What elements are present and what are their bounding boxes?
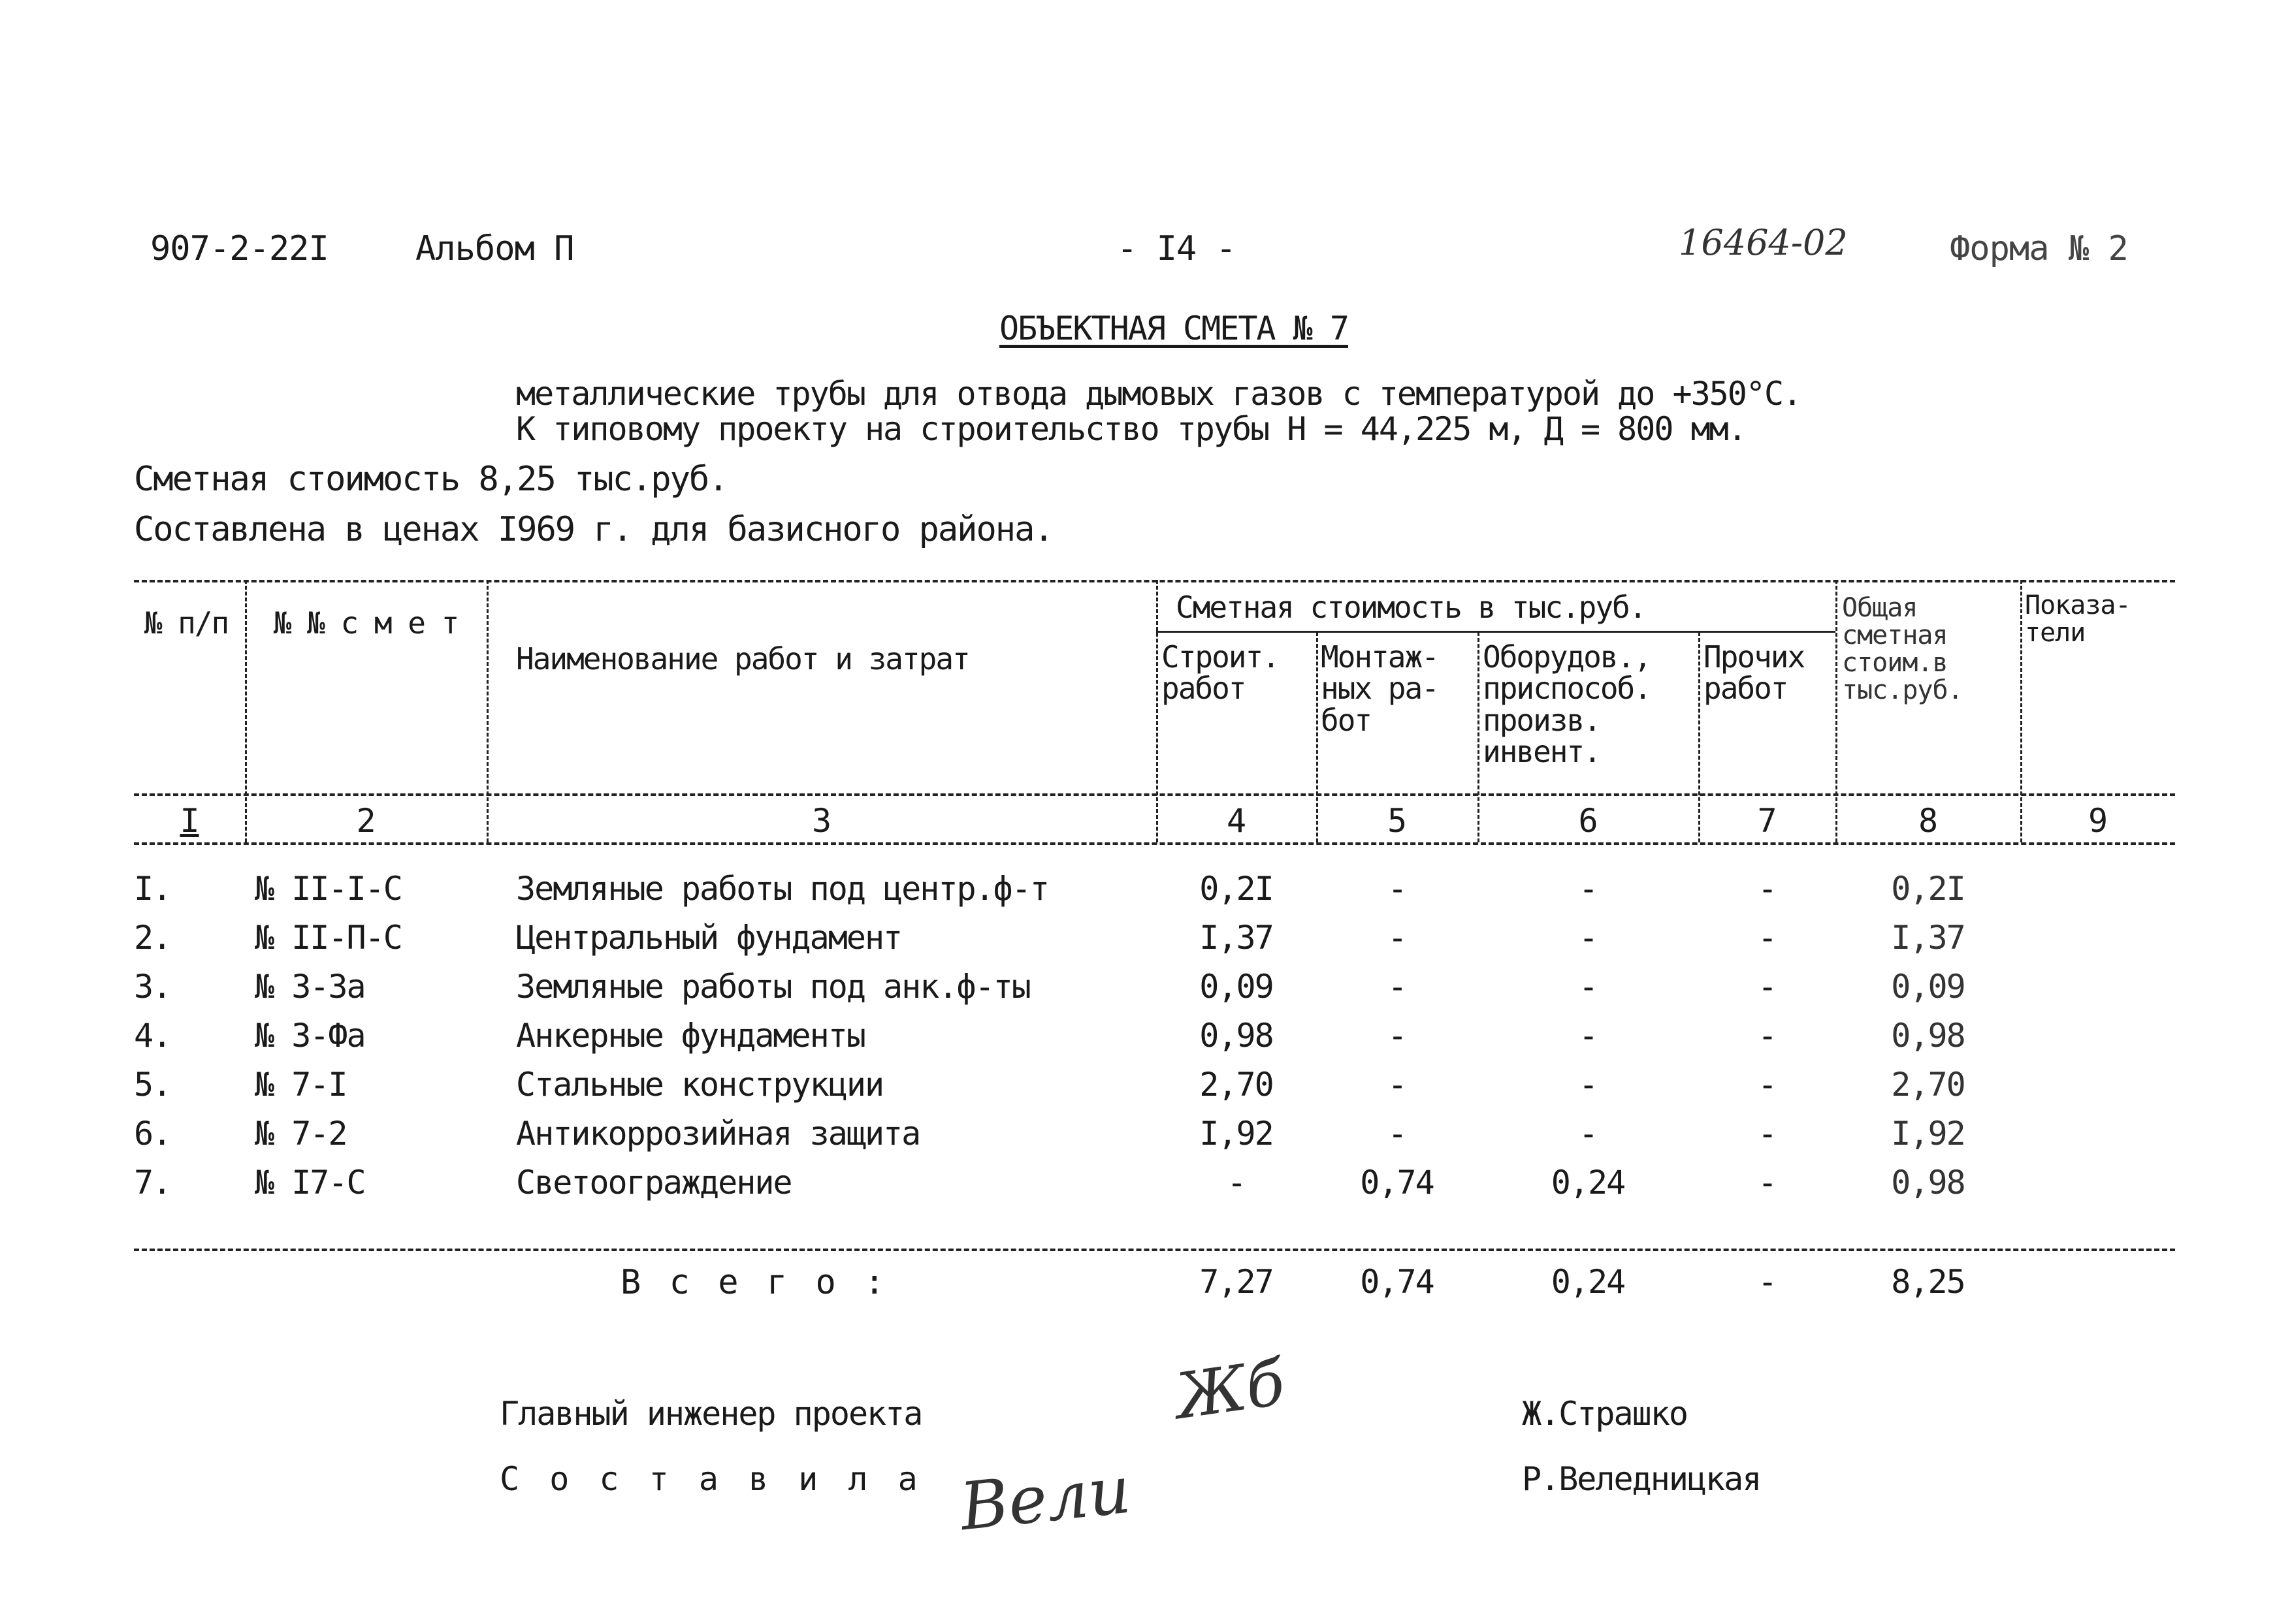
row-number: 4. (134, 1017, 171, 1055)
header-col-8: Общая сметная стоим.в тыс.руб. (1842, 593, 1963, 705)
row-total: 0,09 (1891, 968, 1965, 1006)
row-construction: 0,09 (1199, 968, 1273, 1006)
prices-year-line: Составлена в ценах I969 г. для базисного района. (134, 510, 1053, 549)
header-group: Сметная стоимость в тыс.руб. (1176, 590, 1646, 625)
row-other: - (1757, 1017, 1777, 1055)
row-smeta: № 7-I (255, 1066, 347, 1104)
row-equipment: 0,24 (1551, 1164, 1625, 1202)
header-col-7: Прочих работ (1703, 639, 1805, 707)
row-equipment: - (1578, 1115, 1598, 1153)
col-number-4: 4 (1226, 802, 1246, 840)
handwritten-number: 16464-02 (1679, 222, 1848, 263)
row-name: Светоограждение (516, 1164, 792, 1202)
row-installation: 0,74 (1360, 1164, 1434, 1202)
row-name: Земляные работы под анк.ф-ты (516, 968, 1030, 1006)
row-construction: 0,98 (1199, 1017, 1273, 1055)
header-col-9: Показа-тели (2025, 590, 2131, 648)
row-total: 0,98 (1891, 1164, 1965, 1202)
header-col-3: Наименование работ и затрат (516, 641, 969, 677)
row-total: 0,98 (1891, 1017, 1965, 1055)
document-title: ОБЪЕКТНАЯ СМЕТА № 7 (999, 310, 1348, 347)
row-construction: 0,2I (1199, 870, 1273, 908)
row-installation: - (1387, 968, 1406, 1006)
total-top-rule (134, 1249, 2175, 1251)
row-installation: - (1387, 870, 1406, 908)
row-total: I,92 (1891, 1115, 1965, 1153)
row-smeta: № I7-С (255, 1164, 365, 1202)
col-number-1: I (180, 802, 199, 840)
row-other: - (1757, 968, 1777, 1006)
total-label: В с е г о : (621, 1263, 889, 1302)
row-number: I. (134, 870, 171, 908)
row-other: - (1757, 1066, 1777, 1104)
total-other: - (1757, 1263, 1777, 1301)
row-name: Антикоррозийная защита (516, 1115, 920, 1153)
row-equipment: - (1578, 919, 1598, 957)
row-other: - (1757, 919, 1777, 957)
col-number-7: 7 (1757, 802, 1777, 840)
col-number-2: 2 (356, 802, 376, 840)
row-installation: - (1387, 1115, 1406, 1153)
col-number-8: 8 (1918, 802, 1938, 840)
row-number: 2. (134, 919, 171, 957)
subtitle-line-1: металлические трубы для отвода дымовых газов с температурой до +350°С. (516, 375, 1801, 413)
numbers-bottom-rule (134, 842, 2175, 845)
col-number-9: 9 (2088, 802, 2108, 840)
row-installation: - (1387, 1066, 1406, 1104)
chief-engineer-label: Главный инженер проекта (500, 1395, 922, 1433)
page-number: - I4 - (1117, 229, 1236, 268)
row-other: - (1757, 870, 1777, 908)
row-equipment: - (1578, 870, 1598, 908)
header-bottom-rule (134, 793, 2175, 796)
row-equipment: - (1578, 1066, 1598, 1104)
row-number: 7. (134, 1164, 171, 1202)
subtitle-line-2: К типовому проекту на строительство трубы Н = 44,225 м, Д = 800 мм. (516, 410, 1746, 448)
row-name: Земляные работы под центр.ф-т (516, 870, 1048, 908)
row-total: 0,2I (1891, 870, 1965, 908)
row-construction: 2,70 (1199, 1066, 1273, 1104)
form-label: Форма № 2 (1950, 229, 2128, 268)
col-number-6: 6 (1578, 802, 1598, 840)
col-number-5: 5 (1387, 802, 1407, 840)
row-number: 6. (134, 1115, 171, 1153)
row-smeta: № II-I-С (255, 870, 402, 908)
row-number: 5. (134, 1066, 171, 1104)
col-divider-1 (245, 580, 247, 842)
album-label: Альбом П (415, 229, 574, 268)
row-installation: - (1387, 919, 1406, 957)
total-construction: 7,27 (1199, 1263, 1273, 1301)
col-divider-8 (2020, 580, 2022, 842)
group-header-rule (1156, 631, 1835, 633)
row-other: - (1757, 1164, 1777, 1202)
row-name: Анкерные фундаменты (516, 1017, 865, 1055)
row-name: Центральный фундамент (516, 919, 902, 957)
header-col-4: Строит. работ (1161, 639, 1279, 707)
total-overall: 8,25 (1891, 1263, 1965, 1301)
row-smeta: № 3-Фа (255, 1017, 365, 1055)
header-col-1: № п/п (144, 605, 229, 641)
row-smeta: № II-П-С (255, 919, 402, 957)
col-divider-2 (487, 580, 489, 842)
col-number-3: 3 (811, 802, 831, 840)
document-code: 907-2-22I (150, 229, 329, 268)
row-smeta: № 3-3а (255, 968, 365, 1006)
compiler-signature: Вели (956, 1451, 1135, 1546)
estimated-cost: Сметная стоимость 8,25 тыс.руб. (134, 460, 728, 499)
row-smeta: № 7-2 (255, 1115, 347, 1153)
row-name: Стальные конструкции (516, 1066, 884, 1104)
chief-engineer-signature: Жб (1171, 1345, 1289, 1434)
header-col-6: Оборудов., приспособ. произв. инвент. (1483, 639, 1651, 769)
col-divider-3 (1156, 580, 1158, 842)
header-col-5: Монтаж-ных ра-бот (1321, 639, 1438, 738)
header-col-2: № № с м е т (273, 605, 459, 641)
total-equipment: 0,24 (1551, 1263, 1625, 1301)
total-installation: 0,74 (1360, 1263, 1434, 1301)
row-construction: - (1227, 1164, 1246, 1202)
row-installation: - (1387, 1017, 1406, 1055)
compiler-name: Р.Веледницкая (1522, 1460, 1761, 1498)
row-total: 2,70 (1891, 1066, 1965, 1104)
row-equipment: - (1578, 968, 1598, 1006)
row-total: I,37 (1891, 919, 1965, 957)
row-construction: I,37 (1199, 919, 1273, 957)
table-top-rule (134, 580, 2175, 582)
row-construction: I,92 (1199, 1115, 1273, 1153)
row-other: - (1757, 1115, 1777, 1153)
col-divider-7 (1835, 580, 1837, 842)
chief-engineer-name: Ж.Страшко (1522, 1395, 1687, 1433)
row-equipment: - (1578, 1017, 1598, 1055)
row-number: 3. (134, 968, 171, 1006)
compiled-by-label: С о с т а в и л а (500, 1460, 923, 1498)
